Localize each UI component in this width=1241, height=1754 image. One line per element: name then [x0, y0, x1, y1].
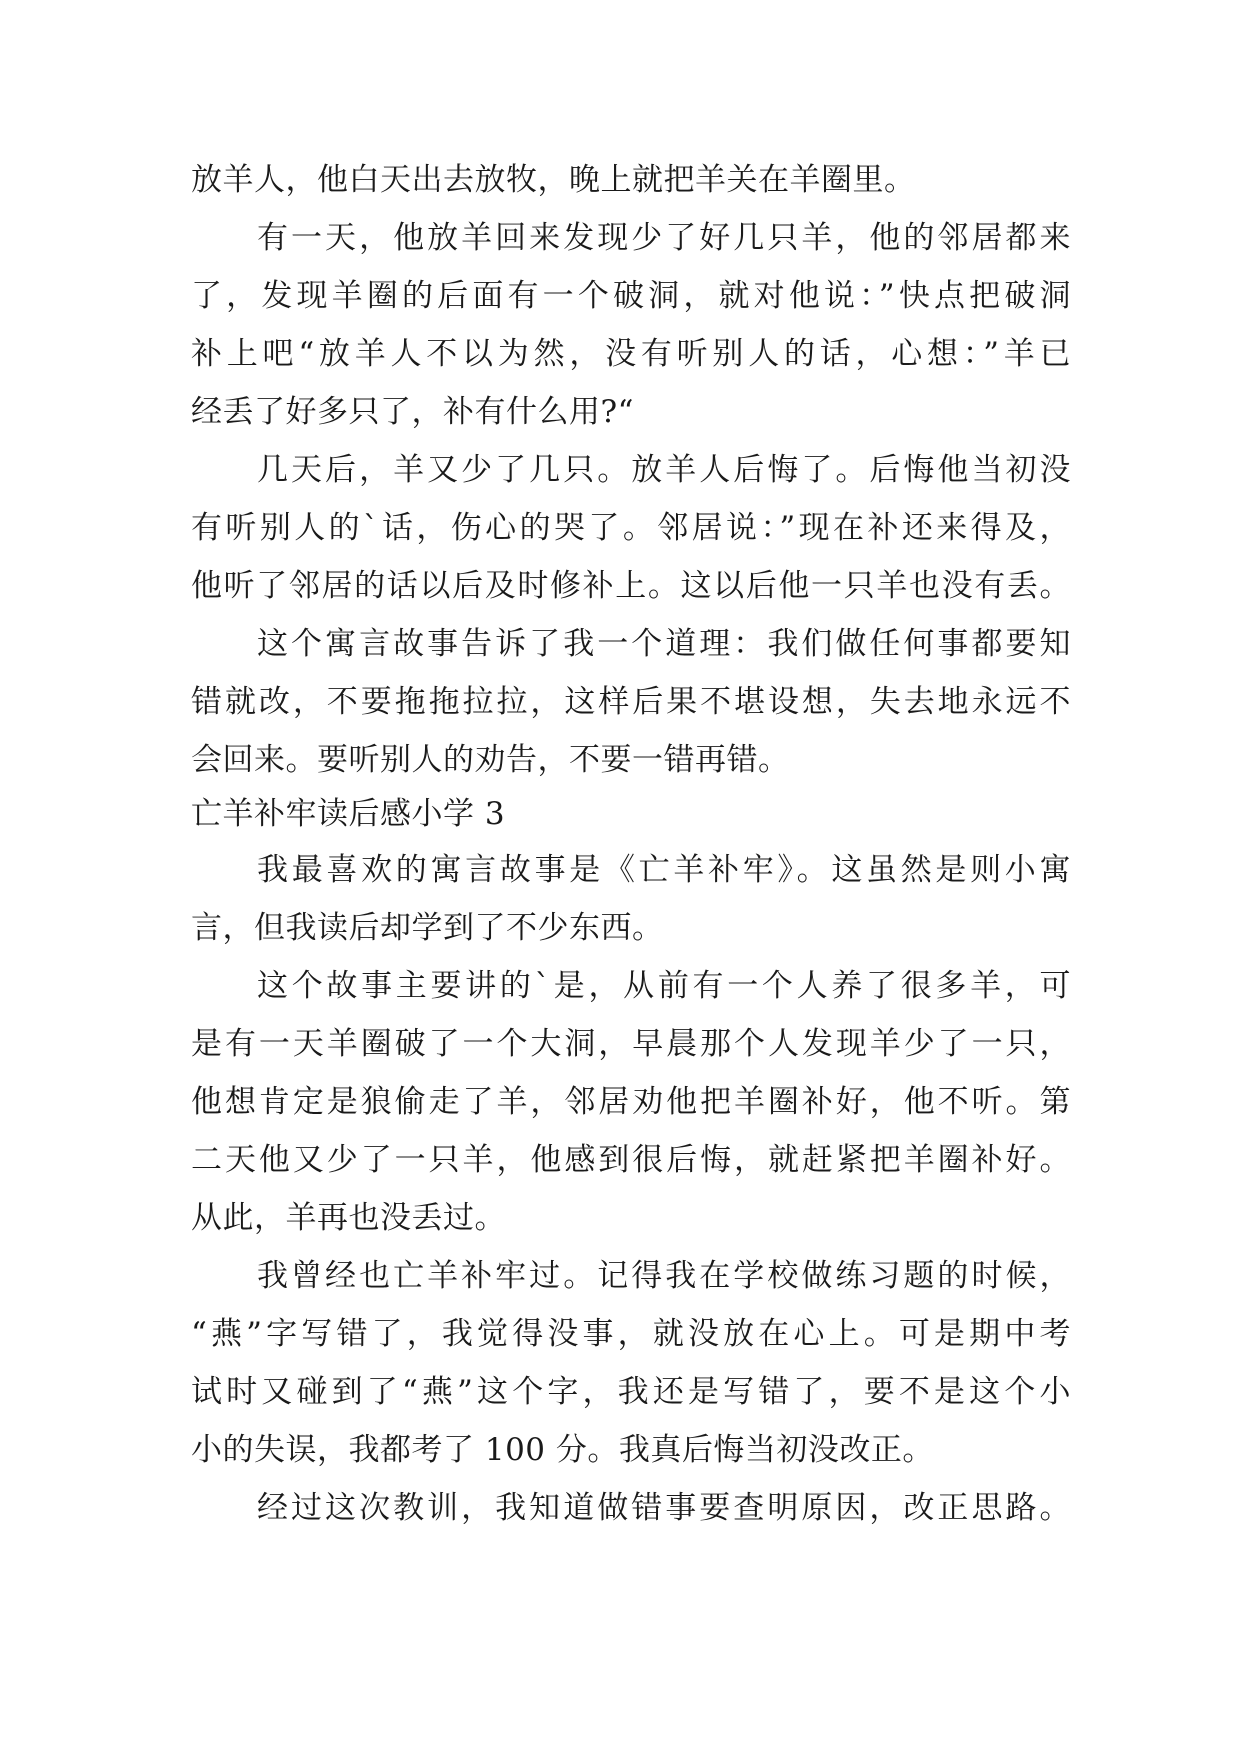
text-line-7: 有听别人的`话，伤心的哭了。邻居说：”现在补还来得及，	[191, 510, 1071, 546]
text-line-11: 会回来。要听别人的劝告，不要一错再错。	[191, 742, 790, 778]
text-line-23: 小的失误，我都考了 100 分。我真后悔当初没改正。	[191, 1432, 934, 1468]
text-line-14: 言，但我读后却学到了不少东西。	[191, 910, 664, 946]
text-line-15: 这个故事主要讲的`是，从前有一个人养了很多羊，可	[257, 968, 1071, 1004]
text-line-13: 我最喜欢的寓言故事是《亡羊补牢》。这虽然是则小寓	[257, 852, 1071, 888]
text-line-1: 放羊人，他白天出去放牧，晚上就把羊关在羊圈里。	[191, 162, 916, 198]
text-line-18: 二天他又少了一只羊，他感到很后悔，就赶紧把羊圈补好。	[191, 1142, 1071, 1178]
text-line-8: 他听了邻居的话以后及时修补上。这以后他一只羊也没有丢。	[191, 568, 1071, 604]
text-line-5: 经丢了好多只了，补有什么用?“	[191, 394, 634, 430]
text-line-10: 错就改，不要拖拖拉拉，这样后果不堪设想，失去地永远不	[191, 684, 1071, 720]
text-line-6: 几天后，羊又少了几只。放羊人后悔了。后悔他当初没	[257, 452, 1071, 488]
text-line-16: 是有一天羊圈破了一个大洞，早晨那个人发现羊少了一只，	[191, 1026, 1071, 1062]
text-line-17: 他想肯定是狼偷走了羊，邻居劝他把羊圈补好，他不听。第	[191, 1084, 1071, 1120]
text-line-9: 这个寓言故事告诉了我一个道理：我们做任何事都要知	[257, 626, 1071, 662]
section-heading: 亡羊补牢读后感小学 3	[191, 796, 506, 832]
text-line-4: 补上吧“放羊人不以为然，没有听别人的话，心想：”羊已	[191, 336, 1071, 372]
text-line-22: 试时又碰到了“燕”这个字，我还是写错了，要不是这个小	[191, 1374, 1071, 1410]
text-line-2: 有一天，他放羊回来发现少了好几只羊，他的邻居都来	[257, 220, 1071, 256]
text-line-3: 了，发现羊圈的后面有一个破洞，就对他说：”快点把破洞	[191, 278, 1071, 314]
text-line-24: 经过这次教训，我知道做错事要查明原因，改正思路。	[257, 1490, 1071, 1526]
text-line-21: “燕”字写错了，我觉得没事，就没放在心上。可是期中考	[191, 1316, 1071, 1352]
text-line-19: 从此，羊再也没丢过。	[191, 1200, 506, 1236]
text-line-20: 我曾经也亡羊补牢过。记得我在学校做练习题的时候，	[257, 1258, 1071, 1294]
